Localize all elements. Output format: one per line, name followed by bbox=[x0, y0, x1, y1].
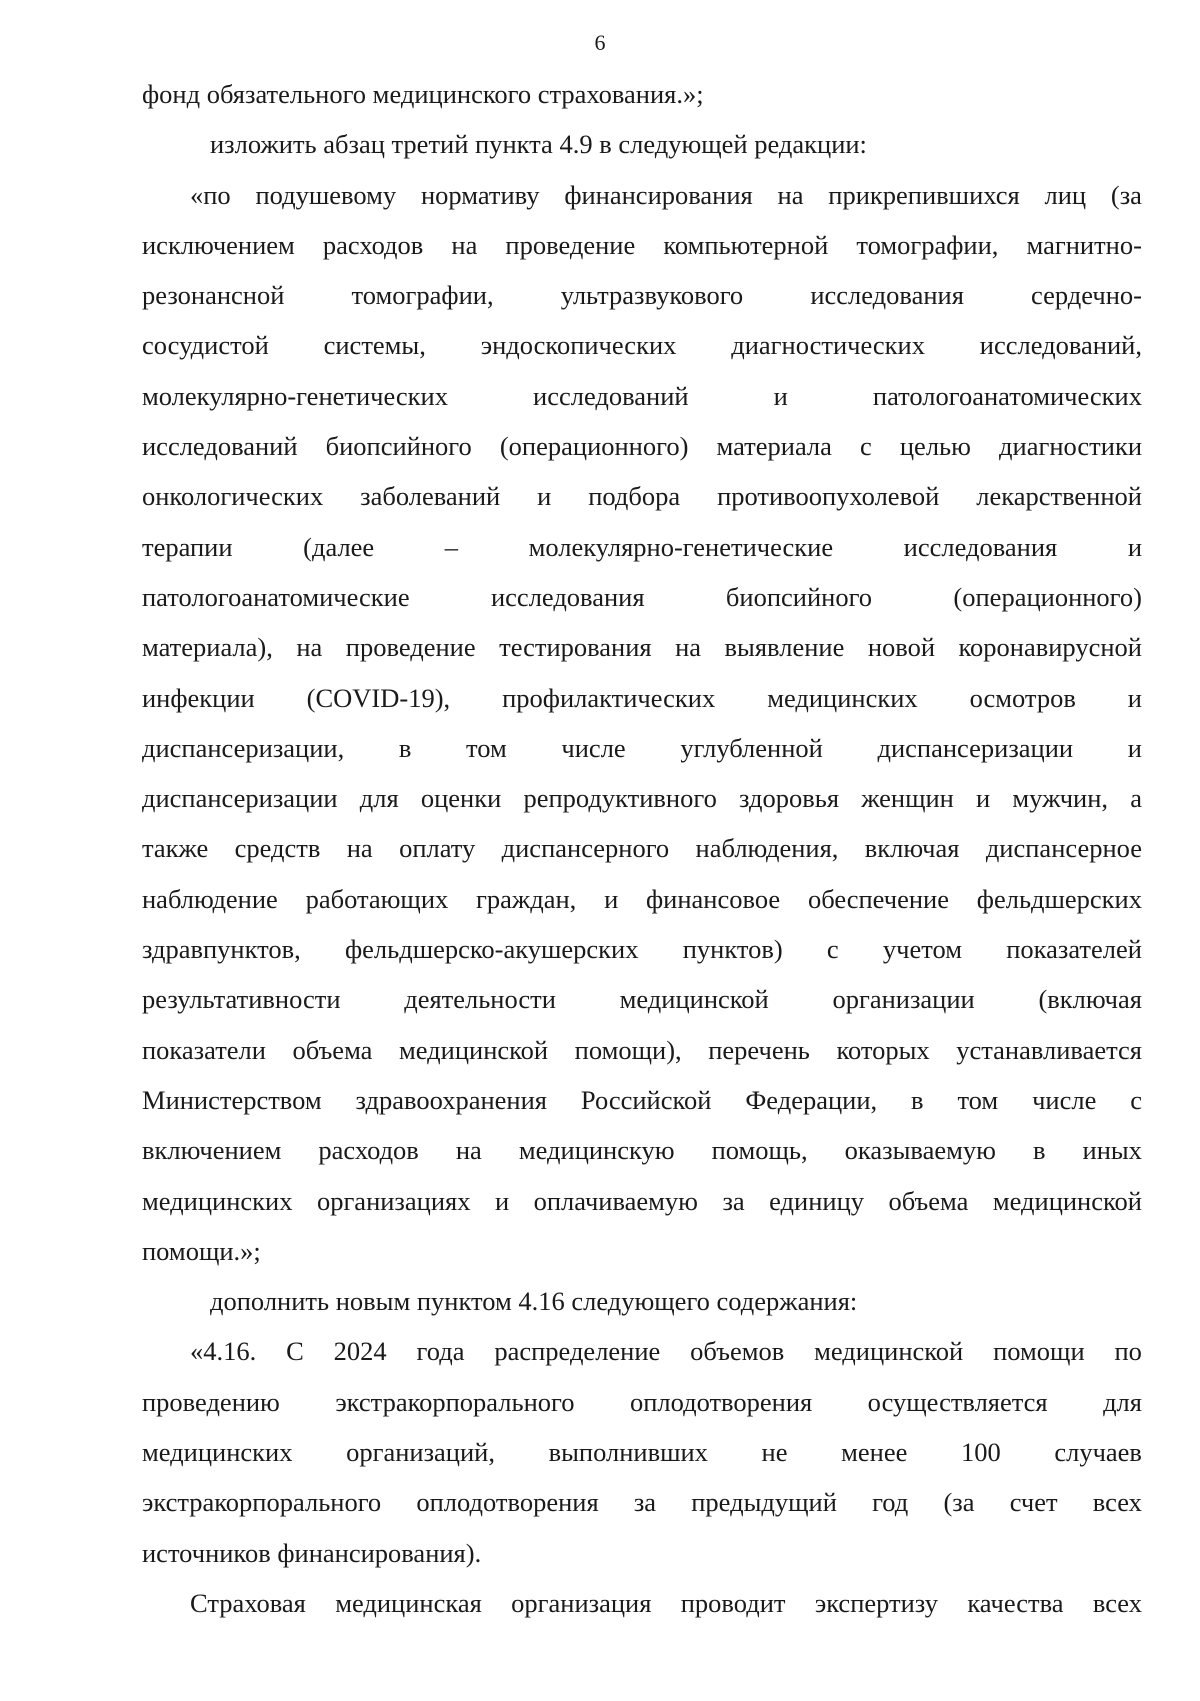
word: исследования bbox=[903, 531, 1058, 562]
word: женщин bbox=[861, 783, 954, 814]
word: лиц bbox=[1044, 179, 1087, 210]
word: с bbox=[860, 431, 872, 462]
text-line bbox=[142, 177, 1142, 227]
word: материала bbox=[716, 431, 832, 462]
word: финансовое bbox=[646, 883, 781, 914]
word: результативности bbox=[142, 984, 341, 1015]
word: всех bbox=[1092, 1487, 1142, 1518]
paragraph bbox=[142, 177, 1142, 1284]
text-line: помощи.»; bbox=[142, 1235, 261, 1266]
word: ультразвукового bbox=[560, 280, 744, 311]
word: эндоскопических bbox=[480, 330, 677, 361]
word: наблюдения, bbox=[695, 833, 839, 864]
word: терапии bbox=[142, 531, 233, 562]
word: включая bbox=[864, 833, 960, 864]
word: в bbox=[1032, 1135, 1046, 1166]
word: помощи), bbox=[574, 1034, 682, 1065]
word: на bbox=[777, 179, 804, 210]
word: заболеваний bbox=[360, 481, 501, 512]
word: инфекции bbox=[142, 682, 255, 713]
word: оплодотворения bbox=[416, 1487, 599, 1518]
word: деятельности bbox=[404, 984, 556, 1015]
text-line bbox=[142, 1082, 1142, 1132]
paragraph bbox=[142, 1333, 1142, 1584]
word: С bbox=[286, 1336, 304, 1367]
word: предыдущий bbox=[691, 1487, 837, 1518]
word: учетом bbox=[882, 934, 962, 965]
word: случаев bbox=[1054, 1437, 1142, 1468]
text-line bbox=[142, 730, 1142, 780]
word: томографии, bbox=[351, 280, 494, 311]
word: Федерации, bbox=[745, 1084, 878, 1115]
word: диагностических bbox=[731, 330, 925, 361]
word: год bbox=[872, 1487, 909, 1518]
word: на bbox=[451, 229, 478, 260]
word: осуществляется bbox=[867, 1386, 1048, 1417]
text-line bbox=[142, 1132, 1142, 1182]
word: оплату bbox=[399, 833, 476, 864]
word: целью bbox=[899, 431, 971, 462]
word: исследований bbox=[533, 380, 689, 411]
text-line bbox=[142, 1333, 1142, 1383]
word: осмотров bbox=[969, 682, 1076, 713]
word: мужчин, bbox=[1012, 783, 1109, 814]
word: томографии, bbox=[856, 229, 999, 260]
word: диспансеризации, bbox=[142, 732, 345, 763]
word: также bbox=[142, 833, 209, 864]
text-line: изложить абзац третий пункта 4.9 в следующей редакции: bbox=[210, 129, 867, 160]
word: обеспечение bbox=[807, 883, 950, 914]
word: здравпунктов, bbox=[142, 934, 301, 965]
word: «4.16. bbox=[190, 1336, 257, 1367]
word: медицинских bbox=[767, 682, 918, 713]
text-line bbox=[142, 830, 1142, 880]
word: 2024 bbox=[333, 1336, 387, 1367]
paragraph bbox=[142, 76, 1142, 126]
word: числе bbox=[1032, 1084, 1097, 1115]
word: и bbox=[976, 783, 991, 814]
text-line bbox=[142, 277, 1142, 327]
word: граждан, bbox=[476, 883, 577, 914]
word: медицинской bbox=[992, 1185, 1142, 1216]
word: (COVID-19), bbox=[306, 682, 451, 713]
word: для bbox=[359, 783, 399, 814]
word: медицинских bbox=[142, 1185, 293, 1216]
text-line bbox=[142, 680, 1142, 730]
word: биопсийного bbox=[325, 431, 472, 462]
word: числе bbox=[561, 732, 626, 763]
word: не bbox=[761, 1437, 788, 1468]
text-line bbox=[142, 579, 1142, 629]
word: онкологических bbox=[142, 481, 324, 512]
word: и bbox=[773, 380, 788, 411]
text-line bbox=[142, 1183, 1142, 1233]
document-body bbox=[142, 76, 1142, 1635]
word: проведение bbox=[505, 229, 636, 260]
text-line bbox=[142, 931, 1142, 981]
word: медицинской bbox=[814, 1336, 964, 1367]
word: прикрепившихся bbox=[828, 179, 1020, 210]
word: объема bbox=[292, 1034, 373, 1065]
word: исследований bbox=[142, 431, 298, 462]
word: и bbox=[1127, 732, 1142, 763]
text-line bbox=[142, 780, 1142, 830]
word: том bbox=[466, 732, 507, 763]
text-line bbox=[142, 1484, 1142, 1534]
word: на bbox=[455, 1135, 482, 1166]
word: профилактических bbox=[502, 682, 716, 713]
text-line bbox=[142, 428, 1142, 478]
word: наблюдение bbox=[142, 883, 278, 914]
word: 100 bbox=[960, 1437, 1001, 1468]
word: оказываемую bbox=[844, 1135, 996, 1166]
word: патологоанатомические bbox=[142, 581, 410, 612]
word: организациях bbox=[316, 1185, 471, 1216]
word: нормативу bbox=[420, 179, 540, 210]
paragraph bbox=[142, 1283, 1142, 1333]
word: за bbox=[633, 1487, 657, 1518]
word: тестирования bbox=[499, 632, 652, 663]
word: объемов bbox=[690, 1336, 785, 1367]
word: (включая bbox=[1038, 984, 1142, 1015]
paragraph bbox=[142, 1585, 1142, 1635]
word: организаций, bbox=[346, 1437, 495, 1468]
text-line bbox=[142, 327, 1142, 377]
word: Министерством bbox=[142, 1084, 322, 1115]
word: (операционного) bbox=[953, 581, 1142, 612]
word: проведение bbox=[345, 632, 476, 663]
word: (за bbox=[1110, 179, 1142, 210]
word: выполнивших bbox=[548, 1437, 708, 1468]
word: лекарственной bbox=[976, 481, 1142, 512]
word: углубленной bbox=[680, 732, 823, 763]
text-line bbox=[142, 629, 1142, 679]
word: молекулярно-генетических bbox=[142, 380, 448, 411]
word: расходов bbox=[318, 1135, 419, 1166]
word: пунктов) bbox=[682, 934, 783, 965]
word: счет bbox=[1009, 1487, 1058, 1518]
word: перечень bbox=[708, 1034, 810, 1065]
word: качества bbox=[967, 1587, 1064, 1618]
word: в bbox=[911, 1084, 924, 1115]
word: медицинских bbox=[142, 1437, 293, 1468]
word: исследований, bbox=[979, 330, 1142, 361]
word: в bbox=[398, 732, 412, 763]
word: выявление bbox=[724, 632, 845, 663]
word: организация bbox=[511, 1587, 652, 1618]
word: которых bbox=[836, 1034, 930, 1065]
word: (за bbox=[943, 1487, 975, 1518]
word: патологоанатомических bbox=[872, 380, 1142, 411]
text-line bbox=[142, 1032, 1142, 1082]
word: медицинскую bbox=[518, 1135, 675, 1166]
word: Страховая bbox=[190, 1587, 306, 1618]
word: работающих bbox=[305, 883, 449, 914]
word: включением bbox=[142, 1135, 282, 1166]
word: «по bbox=[190, 179, 231, 210]
word: диспансерное bbox=[985, 833, 1142, 864]
word: исследования bbox=[490, 581, 645, 612]
word: подушевому bbox=[255, 179, 397, 210]
word: иных bbox=[1082, 1135, 1142, 1166]
word: года bbox=[416, 1336, 465, 1367]
text-line: источников финансирования). bbox=[142, 1537, 482, 1568]
word: молекулярно-генетические bbox=[528, 531, 834, 562]
word: по bbox=[1114, 1336, 1142, 1367]
word: объема bbox=[888, 1185, 969, 1216]
word: оценки bbox=[420, 783, 502, 814]
word: медицинская bbox=[335, 1587, 482, 1618]
text-line bbox=[142, 981, 1142, 1031]
text-line: фонд обязательного медицинского страхования.»; bbox=[142, 79, 704, 109]
word: фельдшерских bbox=[976, 883, 1142, 914]
word: исследования bbox=[810, 280, 964, 311]
word: коронавирусной bbox=[958, 632, 1142, 663]
word: диспансеризации bbox=[142, 783, 338, 814]
word: (далее bbox=[303, 531, 375, 562]
word: единицу bbox=[769, 1185, 865, 1216]
paragraph bbox=[142, 126, 1142, 176]
text-line bbox=[142, 378, 1142, 428]
word: с bbox=[826, 934, 839, 965]
word: диагностики bbox=[999, 431, 1142, 462]
text-line bbox=[142, 227, 1142, 277]
page-number: 6 bbox=[594, 30, 606, 55]
word: Российской bbox=[580, 1084, 712, 1115]
word: и bbox=[604, 883, 619, 914]
word: (операционного) bbox=[499, 431, 689, 462]
word: – bbox=[444, 531, 459, 562]
word: и bbox=[1127, 531, 1142, 562]
word: медицинской bbox=[398, 1034, 549, 1065]
word: организации bbox=[832, 984, 975, 1015]
word: распределение bbox=[494, 1336, 661, 1367]
word: экстракорпорального bbox=[335, 1386, 575, 1417]
word: диспансеризации bbox=[877, 732, 1074, 763]
word: оплачиваемую bbox=[533, 1185, 698, 1216]
word: системы, bbox=[323, 330, 426, 361]
text-line bbox=[142, 1434, 1142, 1484]
word: сердечно- bbox=[1031, 280, 1142, 311]
word: всех bbox=[1092, 1587, 1142, 1618]
text-line bbox=[142, 478, 1142, 528]
word: фельдшерско-акушерских bbox=[344, 934, 639, 965]
word: противоопухолевой bbox=[717, 481, 940, 512]
word: с bbox=[1130, 1084, 1142, 1115]
word: на bbox=[296, 632, 323, 663]
word: проведению bbox=[142, 1386, 280, 1417]
word: финансирования bbox=[564, 179, 753, 210]
word: расходов bbox=[322, 229, 424, 260]
word: а bbox=[1130, 783, 1142, 814]
word: том bbox=[957, 1084, 999, 1115]
word: менее bbox=[841, 1437, 908, 1468]
text-line bbox=[142, 1384, 1142, 1434]
word: исключением bbox=[142, 229, 295, 260]
word: медицинской bbox=[619, 984, 769, 1015]
word: материала), bbox=[142, 632, 273, 663]
word: показатели bbox=[142, 1034, 266, 1065]
word: устанавливается bbox=[956, 1034, 1142, 1065]
text-line bbox=[142, 529, 1142, 579]
word: за bbox=[722, 1185, 745, 1216]
word: сосудистой bbox=[142, 330, 269, 361]
word: показателей bbox=[1006, 934, 1142, 965]
text-line bbox=[142, 1585, 1142, 1635]
word: оплодотворения bbox=[629, 1386, 813, 1417]
word: диспансерного bbox=[501, 833, 670, 864]
word: и bbox=[537, 481, 552, 512]
word: экстракорпорального bbox=[142, 1487, 382, 1518]
word: на bbox=[346, 833, 373, 864]
word: и bbox=[1127, 682, 1142, 713]
word: подбора bbox=[588, 481, 681, 512]
word: и bbox=[494, 1185, 510, 1216]
text-line bbox=[142, 881, 1142, 931]
word: на bbox=[675, 632, 702, 663]
word: репродуктивного bbox=[523, 783, 717, 814]
word: экспертизу bbox=[814, 1587, 938, 1618]
word: проводит bbox=[680, 1587, 786, 1618]
word: помощь, bbox=[711, 1135, 808, 1166]
word: резонансной bbox=[142, 280, 285, 311]
word: средств bbox=[234, 833, 321, 864]
word: компьютерной bbox=[663, 229, 829, 260]
word: здравоохранения bbox=[355, 1084, 547, 1115]
word: магнитно- bbox=[1026, 229, 1142, 260]
word: биопсийного bbox=[725, 581, 873, 612]
word: новой bbox=[867, 632, 936, 663]
word: здоровья bbox=[739, 783, 840, 814]
word: для bbox=[1103, 1386, 1142, 1417]
text-line: дополнить новым пунктом 4.16 следующего содержания: bbox=[210, 1286, 858, 1317]
word: помощи bbox=[993, 1336, 1085, 1367]
